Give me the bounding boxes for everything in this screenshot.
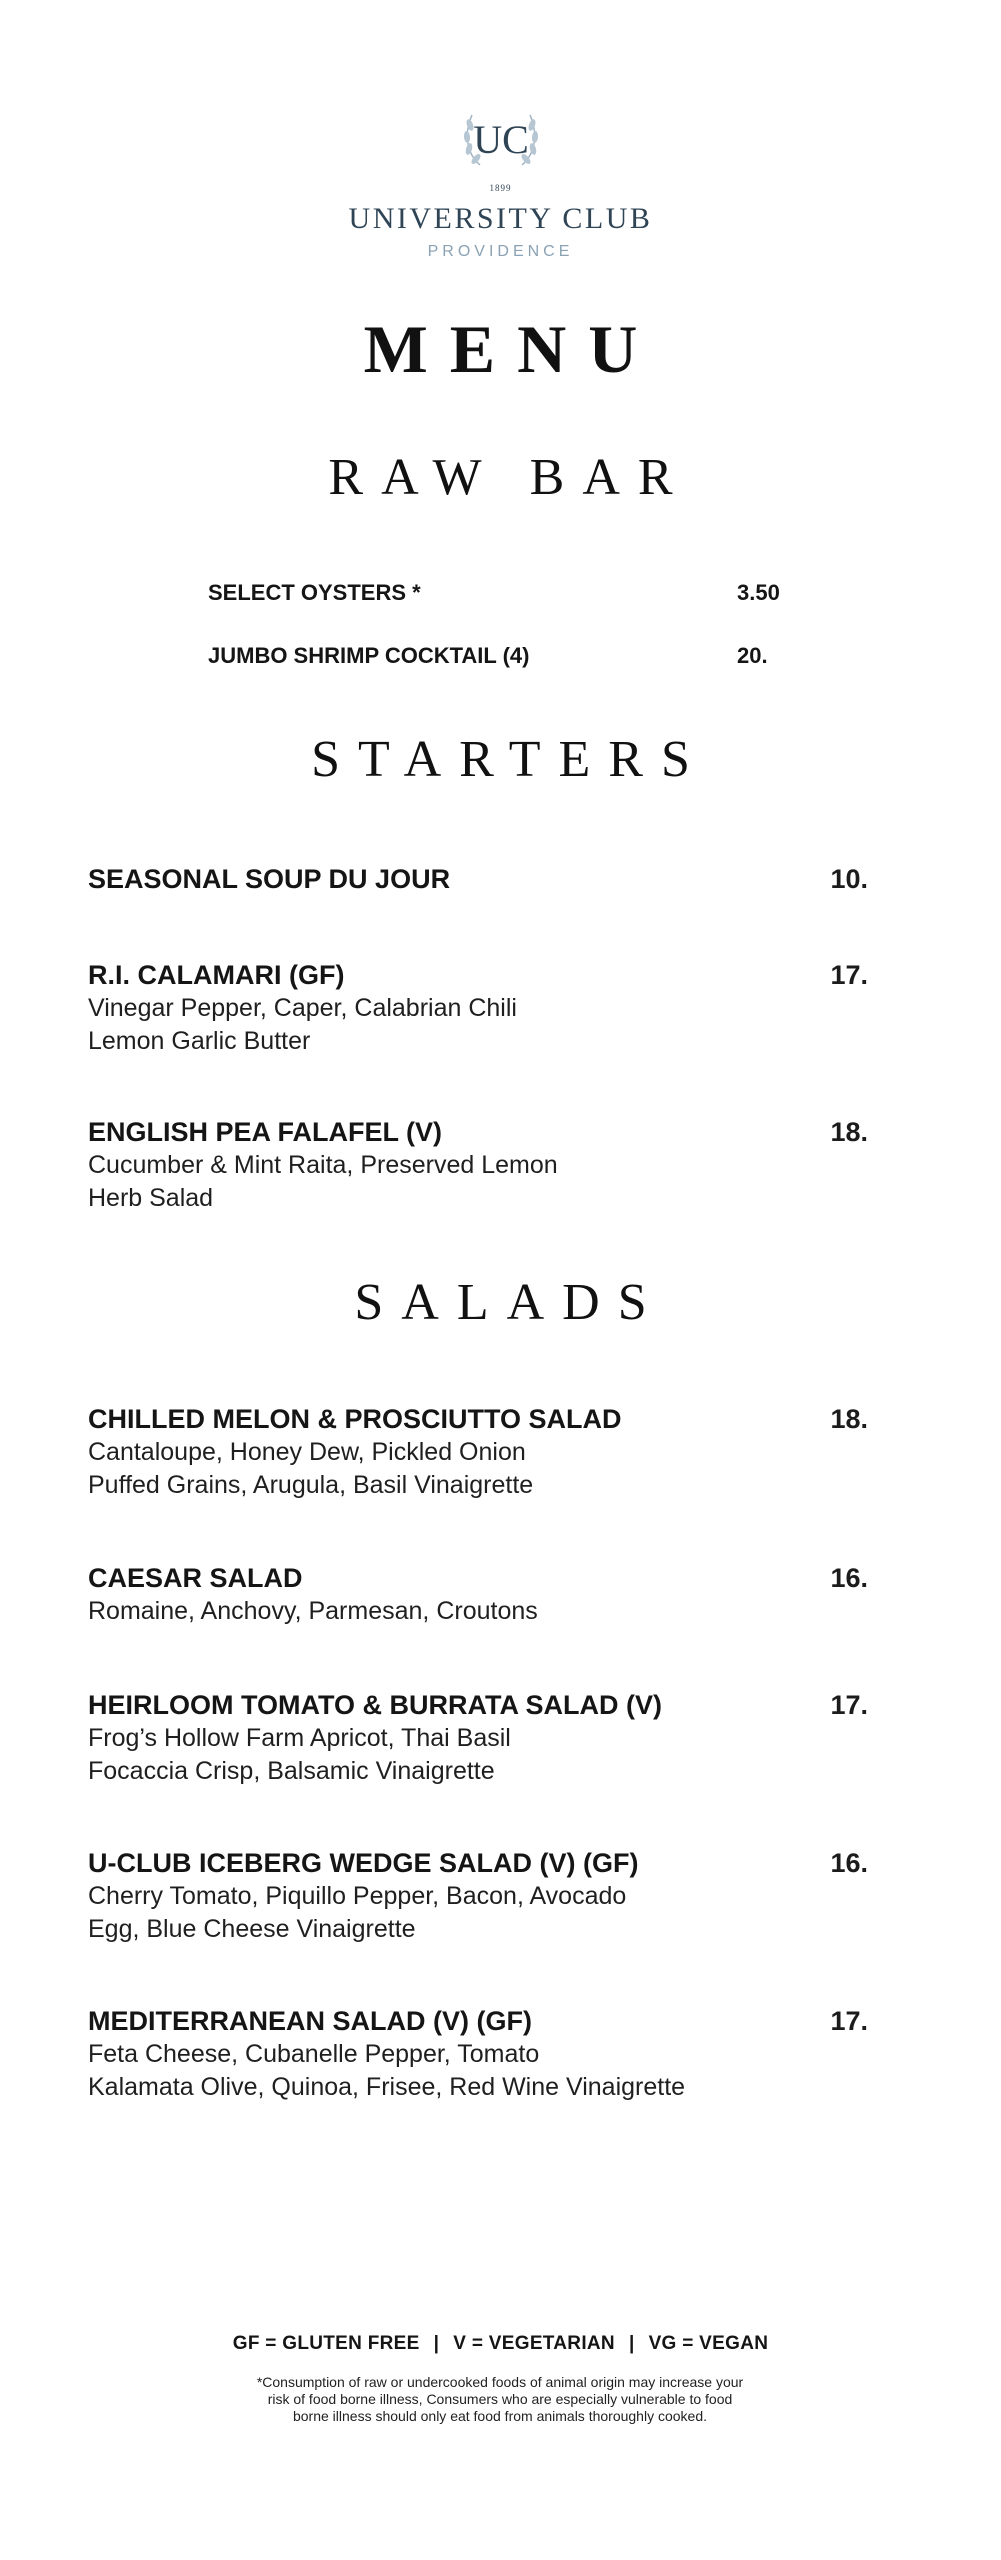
item-description: Puffed Grains, Arugula, Basil Vinaigrette [88, 1471, 534, 1499]
item-description: Kalamata Olive, Quinoa, Frisee, Red Wine Vinaigrette [88, 2073, 686, 2101]
item-description: Lemon Garlic Butter [88, 1027, 311, 1055]
item-name: CAESAR SALAD [88, 1563, 303, 1593]
item-name: ENGLISH PEA FALAFEL (V) [88, 1117, 443, 1147]
item-name: U-CLUB ICEBERG WEDGE SALAD (V) (GF) [88, 1848, 639, 1878]
menu-item [88, 1846, 868, 1946]
menu-item [88, 1688, 868, 1788]
item-price: 18. [830, 1117, 868, 1147]
item-description: Focaccia Crisp, Balsamic Vinaigrette [88, 1757, 495, 1785]
laurel-monogram-icon [458, 95, 544, 181]
item-price: 17. [830, 1690, 868, 1720]
menu-item [88, 2004, 868, 2104]
item-name: HEIRLOOM TOMATO & BURRATA SALAD (V) [88, 1690, 662, 1720]
item-description: Cherry Tomato, Piquillo Pepper, Bacon, Avocado [88, 1882, 627, 1910]
item-description: Vinegar Pepper, Caper, Calabrian Chili [88, 994, 517, 1022]
raw-bar-item-price: 20. [737, 643, 768, 668]
item-description: Romaine, Anchovy, Parmesan, Croutons [88, 1597, 538, 1625]
item-price: 10. [830, 864, 868, 894]
notice-line: borne illness should only eat food from animals thoroughly cooked. [292, 2408, 708, 2424]
club-logo [0, 95, 1001, 275]
logo-name: UNIVERSITY CLUB [348, 202, 653, 235]
menu-item [88, 1402, 868, 1502]
item-price: 16. [830, 1563, 868, 1593]
item-name: R.I. CALAMARI (GF) [88, 960, 345, 990]
item-price: 17. [830, 2006, 868, 2036]
food-safety-notice [190, 2374, 810, 2425]
logo-year: 1899 [489, 183, 512, 193]
raw-bar-title: RAW BAR [328, 449, 691, 506]
dietary-legend [0, 2333, 1001, 2355]
notice-line: *Consumption of raw or undercooked foods of animal origin may increase your [256, 2374, 744, 2390]
item-name: MEDITERRANEAN SALAD (V) (GF) [88, 2006, 532, 2036]
monogram-text: UC [473, 117, 529, 162]
item-price: 17. [830, 960, 868, 990]
legend-separator: | [628, 2333, 635, 2354]
item-description: Egg, Blue Cheese Vinaigrette [88, 1915, 416, 1943]
menu-title: MENU [363, 311, 660, 387]
legend-gluten-free: GF = GLUTEN FREE [232, 2333, 420, 2354]
menu-item [88, 1561, 868, 1628]
item-name: SEASONAL SOUP DU JOUR [88, 864, 451, 894]
raw-bar-item-name: JUMBO SHRIMP COCKTAIL (4) [208, 643, 530, 668]
legend-separator: | [433, 2333, 440, 2354]
logo-subtitle: PROVIDENCE [427, 243, 574, 260]
item-price: 18. [830, 1404, 868, 1434]
starters-title: STARTERS [311, 731, 708, 788]
notice-line: risk of food borne illness, Consumers who are especially vulnerable to food [267, 2391, 733, 2407]
menu-item [88, 862, 868, 896]
legend-vegetarian: V = VEGETARIAN [453, 2333, 615, 2354]
item-description: Herb Salad [88, 1184, 214, 1212]
legend-vegan: VG = VEGAN [648, 2333, 769, 2354]
item-price: 16. [830, 1848, 868, 1878]
item-description: Frog’s Hollow Farm Apricot, Thai Basil [88, 1724, 511, 1752]
item-name: CHILLED MELON & PROSCIUTTO SALAD [88, 1404, 622, 1434]
item-description: Cucumber & Mint Raita, Preserved Lemon [88, 1151, 558, 1179]
salads-title: SALADS [354, 1274, 665, 1331]
item-description: Cantaloupe, Honey Dew, Pickled Onion [88, 1438, 526, 1466]
raw-bar-item-price: 3.50 [737, 580, 780, 605]
menu-item [88, 1115, 868, 1215]
menu-item [88, 958, 868, 1058]
raw-bar-item-name: SELECT OYSTERS * [208, 580, 421, 605]
item-description: Feta Cheese, Cubanelle Pepper, Tomato [88, 2040, 540, 2068]
